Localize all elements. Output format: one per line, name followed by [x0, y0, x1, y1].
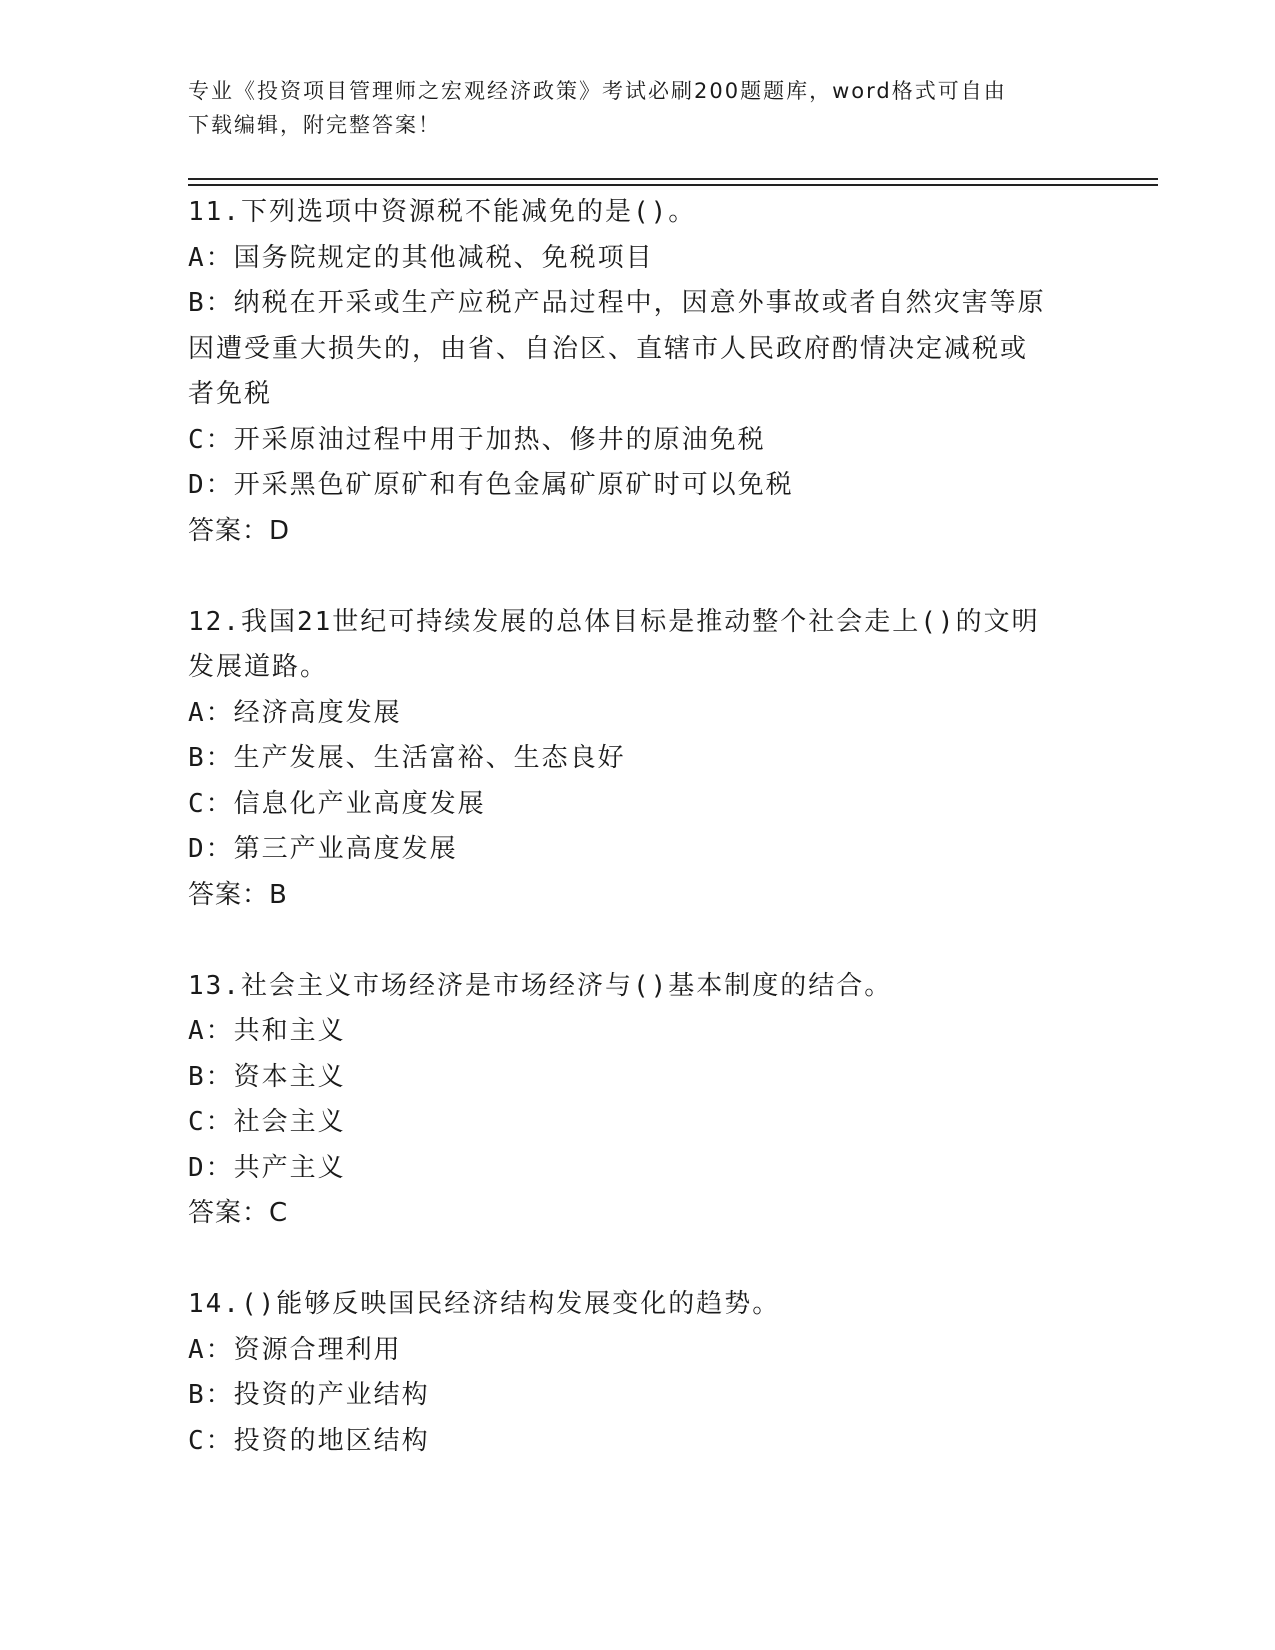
option-c: C：信息化产业高度发展: [188, 788, 486, 819]
answer-line: 答案：B: [188, 879, 288, 910]
question-stem: 11.下列选项中资源税不能减免的是()。: [188, 197, 697, 227]
question-block: [188, 190, 1088, 554]
option-b-continued: 者免税: [188, 379, 273, 409]
header-rule-top: [188, 178, 1158, 180]
question-stem: 12.我国21世纪可持续发展的总体目标是推动整个社会走上()的文明: [188, 606, 1040, 637]
question-stem-continued: 发展道路。: [188, 652, 329, 682]
option-c: C：社会主义: [188, 1107, 346, 1137]
option-a: A：共和主义: [188, 1016, 346, 1046]
header-line-1: 专业《投资项目管理师之宏观经济政策》考试必刷200题题库，word格式可自由: [188, 79, 1007, 103]
option-a: A：经济高度发展: [188, 697, 402, 728]
option-a: A：国务院规定的其他减税、免税项目: [188, 242, 654, 273]
option-b: B：投资的产业结构: [188, 1380, 430, 1410]
option-a: A：资源合理利用: [188, 1334, 402, 1365]
question-block: [188, 964, 1088, 1237]
option-b: B：资本主义: [188, 1061, 346, 1092]
question-block: [188, 1282, 1088, 1464]
question-spacer: [188, 554, 1088, 600]
option-b-continued: 因遭受重大损失的，由省、自治区、直辖市人民政府酌情决定减税或: [188, 333, 1029, 364]
header-rule-bottom: [188, 184, 1158, 186]
question-spacer: [188, 1237, 1088, 1283]
option-d: D：共产主义: [188, 1152, 346, 1183]
header-line-2: 下载编辑，附完整答案！: [188, 113, 441, 137]
question-stem: 14.()能够反映国民经济结构发展变化的趋势。: [188, 1289, 781, 1319]
option-b: B：纳税在开采或生产应税产品过程中，因意外事故或者自然灾害等原: [188, 288, 1046, 318]
option-c: C：开采原油过程中用于加热、修井的原油免税: [188, 424, 766, 455]
answer-line: 答案：C: [188, 1198, 289, 1228]
option-c: C：投资的地区结构: [188, 1425, 430, 1456]
option-b: B：生产发展、生活富裕、生态良好: [188, 743, 626, 773]
document-header: [188, 74, 1068, 142]
option-d: D：第三产业高度发展: [188, 834, 458, 864]
question-block: [188, 600, 1088, 919]
question-spacer: [188, 918, 1088, 964]
answer-line: 答案：D: [188, 515, 291, 546]
question-stem: 13.社会主义市场经济是市场经济与()基本制度的结合。: [188, 970, 893, 1001]
question-list: [188, 190, 1088, 1464]
option-d: D：开采黑色矿原矿和有色金属矿原矿时可以免税: [188, 470, 794, 500]
